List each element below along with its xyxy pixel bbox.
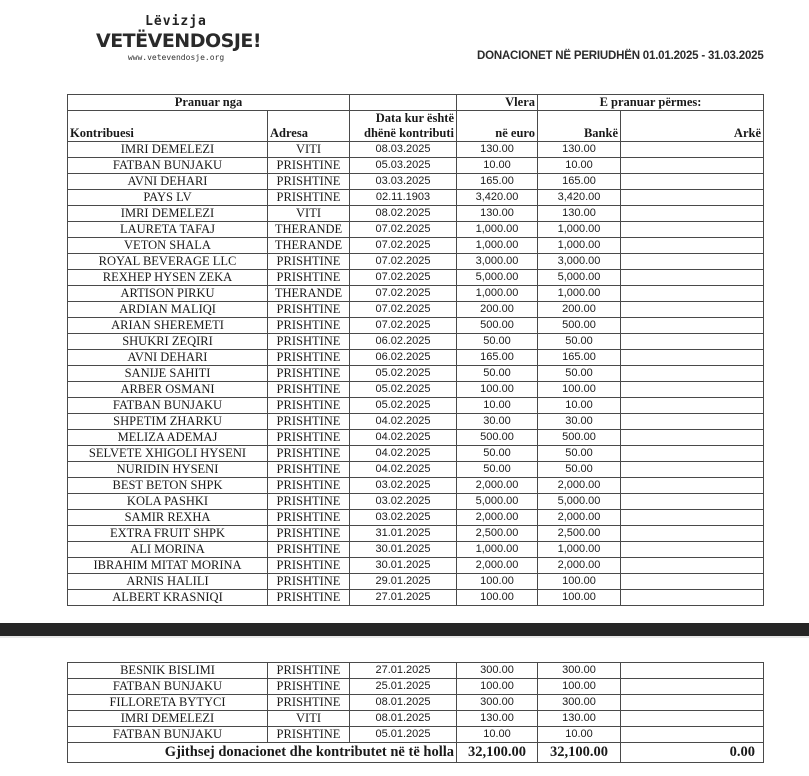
cell-amount: 165.00: [457, 350, 538, 366]
table-row: [68, 142, 764, 158]
table-row: [68, 446, 764, 462]
cell-bank: 3,420.00: [538, 190, 621, 206]
table-row: [68, 382, 764, 398]
cell-cash: [621, 663, 764, 679]
table-row: [68, 663, 764, 679]
column-header-amount: në euro: [457, 111, 538, 142]
cell-bank: 10.00: [538, 398, 621, 414]
cell-date: 07.02.2025: [350, 254, 457, 270]
cell-bank: 130.00: [538, 142, 621, 158]
cell-date: 03.02.2025: [350, 478, 457, 494]
cell-date: 08.02.2025: [350, 206, 457, 222]
cell-address: PRISHTINE: [268, 727, 350, 743]
cell-amount: 500.00: [457, 318, 538, 334]
cell-amount: 100.00: [457, 574, 538, 590]
cell-date: 05.03.2025: [350, 158, 457, 174]
cell-cash: [621, 590, 764, 606]
cell-contributor: VETON SHALA: [68, 238, 268, 254]
page-break-band: [0, 623, 809, 636]
table-row: [68, 238, 764, 254]
cell-date: 08.03.2025: [350, 142, 457, 158]
cell-contributor: NURIDIN HYSENI: [68, 462, 268, 478]
cell-amount: 1,000.00: [457, 286, 538, 302]
column-header-date: [350, 111, 457, 142]
cell-contributor: BEST BETON SHPK: [68, 478, 268, 494]
cell-cash: [621, 542, 764, 558]
cell-address: PRISHTINE: [268, 270, 350, 286]
cell-amount: 130.00: [457, 206, 538, 222]
column-header-address: Adresa: [268, 111, 350, 142]
cell-contributor: ALBERT KRASNIQI: [68, 590, 268, 606]
cell-address: PRISHTINE: [268, 334, 350, 350]
cell-address: PRISHTINE: [268, 526, 350, 542]
cell-contributor: BESNIK BISLIMI: [68, 663, 268, 679]
header-received-via: E pranuar përmes:: [538, 95, 764, 111]
table-row: [68, 679, 764, 695]
cell-amount: 3,000.00: [457, 254, 538, 270]
cell-date: 07.02.2025: [350, 222, 457, 238]
table-row: [68, 318, 764, 334]
cell-amount: 200.00: [457, 302, 538, 318]
cell-cash: [621, 695, 764, 711]
cell-cash: [621, 382, 764, 398]
cell-bank: 2,000.00: [538, 558, 621, 574]
group-header-row: [68, 95, 764, 111]
cell-contributor: IMRI DEMELEZI: [68, 711, 268, 727]
cell-bank: 130.00: [538, 711, 621, 727]
table-row: [68, 222, 764, 238]
cell-date: 08.01.2025: [350, 711, 457, 727]
cell-address: PRISHTINE: [268, 462, 350, 478]
cell-bank: 50.00: [538, 446, 621, 462]
cell-bank: 1,000.00: [538, 286, 621, 302]
cell-date: 04.02.2025: [350, 430, 457, 446]
cell-date: 27.01.2025: [350, 663, 457, 679]
table-row: [68, 174, 764, 190]
cell-cash: [621, 478, 764, 494]
cell-address: PRISHTINE: [268, 695, 350, 711]
table-row: [68, 206, 764, 222]
cell-contributor: SHUKRI ZEQIRI: [68, 334, 268, 350]
cell-bank: 2,000.00: [538, 510, 621, 526]
cell-date: 27.01.2025: [350, 590, 457, 606]
cell-cash: [621, 510, 764, 526]
cell-address: PRISHTINE: [268, 430, 350, 446]
table-row: [68, 350, 764, 366]
cell-date: 05.02.2025: [350, 366, 457, 382]
cell-cash: [621, 462, 764, 478]
table-row: [68, 510, 764, 526]
table-row: [68, 302, 764, 318]
cell-contributor: ARBER OSMANI: [68, 382, 268, 398]
cell-contributor: AVNI DEHARI: [68, 174, 268, 190]
table-row: [68, 270, 764, 286]
cell-address: PRISHTINE: [268, 510, 350, 526]
table-row: [68, 286, 764, 302]
cell-cash: [621, 350, 764, 366]
cell-address: VITI: [268, 206, 350, 222]
table-row: [68, 366, 764, 382]
cell-date: 07.02.2025: [350, 318, 457, 334]
cell-contributor: KOLA PASHKI: [68, 494, 268, 510]
cell-bank: 2,000.00: [538, 478, 621, 494]
header-empty: [350, 95, 457, 111]
column-header-cash: Arkë: [621, 111, 764, 142]
cell-cash: [621, 158, 764, 174]
cell-address: PRISHTINE: [268, 302, 350, 318]
cell-address: PRISHTINE: [268, 679, 350, 695]
cell-cash: [621, 286, 764, 302]
cell-cash: [621, 727, 764, 743]
cell-contributor: ARTISON PIRKU: [68, 286, 268, 302]
cell-date: 07.02.2025: [350, 302, 457, 318]
cell-address: PRISHTINE: [268, 350, 350, 366]
cell-cash: [621, 574, 764, 590]
cell-amount: 2,000.00: [457, 510, 538, 526]
cell-address: PRISHTINE: [268, 254, 350, 270]
cell-bank: 1,000.00: [538, 238, 621, 254]
cell-date: 25.01.2025: [350, 679, 457, 695]
table-row: [68, 254, 764, 270]
cell-bank: 500.00: [538, 430, 621, 446]
total-label: Gjithsej donacionet dhe kontributet në të holla: [68, 743, 457, 763]
header-value: Vlera: [457, 95, 538, 111]
cell-bank: 30.00: [538, 414, 621, 430]
cell-date: 03.02.2025: [350, 494, 457, 510]
cell-cash: [621, 711, 764, 727]
cell-address: PRISHTINE: [268, 542, 350, 558]
organization-logo: [96, 14, 262, 64]
table-row: [68, 462, 764, 478]
cell-bank: 5,000.00: [538, 270, 621, 286]
table-row: [68, 526, 764, 542]
cell-amount: 500.00: [457, 430, 538, 446]
cell-amount: 50.00: [457, 462, 538, 478]
cell-contributor: ALI MORINA: [68, 542, 268, 558]
cell-amount: 50.00: [457, 334, 538, 350]
cell-amount: 100.00: [457, 590, 538, 606]
cell-contributor: FILLORETA BYTYCI: [68, 695, 268, 711]
cell-cash: [621, 302, 764, 318]
cell-amount: 2,000.00: [457, 558, 538, 574]
cell-contributor: FATBAN BUNJAKU: [68, 679, 268, 695]
cell-address: PRISHTINE: [268, 574, 350, 590]
cell-bank: 165.00: [538, 174, 621, 190]
cell-cash: [621, 270, 764, 286]
cell-cash: [621, 430, 764, 446]
logo-line-1: Lëvizja: [145, 14, 207, 29]
cell-amount: 2,500.00: [457, 526, 538, 542]
cell-bank: 5,000.00: [538, 494, 621, 510]
cell-date: 02.11.1903: [350, 190, 457, 206]
cell-amount: 100.00: [457, 679, 538, 695]
header-received-from: Pranuar nga: [68, 95, 350, 111]
cell-amount: 5,000.00: [457, 494, 538, 510]
cell-contributor: PAYS LV: [68, 190, 268, 206]
cell-amount: 50.00: [457, 366, 538, 382]
cell-amount: 3,420.00: [457, 190, 538, 206]
cell-cash: [621, 206, 764, 222]
cell-amount: 130.00: [457, 142, 538, 158]
table-row: [68, 558, 764, 574]
cell-amount: 130.00: [457, 711, 538, 727]
cell-bank: 200.00: [538, 302, 621, 318]
cell-amount: 165.00: [457, 174, 538, 190]
cell-date: 05.02.2025: [350, 382, 457, 398]
cell-address: PRISHTINE: [268, 398, 350, 414]
cell-contributor: AVNI DEHARI: [68, 350, 268, 366]
table-row: [68, 334, 764, 350]
cell-date: 31.01.2025: [350, 526, 457, 542]
cell-amount: 10.00: [457, 727, 538, 743]
cell-date: 06.02.2025: [350, 350, 457, 366]
cell-date: 07.02.2025: [350, 286, 457, 302]
cell-contributor: LAURETA TAFAJ: [68, 222, 268, 238]
cell-contributor: SANIJE SAHITI: [68, 366, 268, 382]
cell-cash: [621, 398, 764, 414]
cell-amount: 2,000.00: [457, 478, 538, 494]
cell-address: PRISHTINE: [268, 190, 350, 206]
cell-amount: 1,000.00: [457, 542, 538, 558]
logo-website: www.vetevendosje.org: [127, 53, 225, 62]
cell-address: PRISHTINE: [268, 414, 350, 430]
cell-address: PRISHTINE: [268, 174, 350, 190]
cell-bank: 300.00: [538, 695, 621, 711]
cell-contributor: REXHEP HYSEN ZEKA: [68, 270, 268, 286]
cell-date: 03.02.2025: [350, 510, 457, 526]
cell-contributor: IMRI DEMELEZI: [68, 206, 268, 222]
cell-date: 07.02.2025: [350, 238, 457, 254]
column-header-date-line2: dhënë kontributi: [364, 126, 454, 140]
cell-bank: 50.00: [538, 366, 621, 382]
cell-address: PRISHTINE: [268, 366, 350, 382]
cell-amount: 300.00: [457, 663, 538, 679]
column-header-row: [68, 111, 764, 142]
donations-table-continued: [67, 662, 764, 763]
cell-cash: [621, 334, 764, 350]
total-bank: 32,100.00: [538, 743, 621, 763]
cell-bank: 130.00: [538, 206, 621, 222]
cell-bank: 100.00: [538, 382, 621, 398]
cell-contributor: FATBAN BUNJAKU: [68, 398, 268, 414]
cell-date: 03.03.2025: [350, 174, 457, 190]
cell-date: 04.02.2025: [350, 446, 457, 462]
cell-cash: [621, 679, 764, 695]
cell-amount: 50.00: [457, 446, 538, 462]
cell-address: VITI: [268, 142, 350, 158]
table-row: [68, 190, 764, 206]
column-header-date-line1: Data kur është: [375, 111, 454, 125]
cell-contributor: FATBAN BUNJAKU: [68, 158, 268, 174]
cell-bank: 10.00: [538, 158, 621, 174]
total-amount: 32,100.00: [457, 743, 538, 763]
table-row: [68, 695, 764, 711]
cell-cash: [621, 366, 764, 382]
cell-address: PRISHTINE: [268, 478, 350, 494]
cell-contributor: IBRAHIM MITAT MORINA: [68, 558, 268, 574]
cell-bank: 10.00: [538, 727, 621, 743]
cell-amount: 1,000.00: [457, 222, 538, 238]
cell-amount: 300.00: [457, 695, 538, 711]
cell-bank: 3,000.00: [538, 254, 621, 270]
cell-address: PRISHTINE: [268, 663, 350, 679]
cell-bank: 50.00: [538, 462, 621, 478]
cell-cash: [621, 254, 764, 270]
cell-contributor: SHPETIM ZHARKU: [68, 414, 268, 430]
column-header-bank: Bankë: [538, 111, 621, 142]
cell-contributor: FATBAN BUNJAKU: [68, 727, 268, 743]
cell-bank: 165.00: [538, 350, 621, 366]
cell-contributor: ARIAN SHEREMETI: [68, 318, 268, 334]
cell-amount: 30.00: [457, 414, 538, 430]
cell-date: 07.02.2025: [350, 270, 457, 286]
cell-cash: [621, 414, 764, 430]
cell-address: VITI: [268, 711, 350, 727]
cell-bank: 100.00: [538, 574, 621, 590]
cell-address: THERANDE: [268, 238, 350, 254]
cell-contributor: MELIZA ADEMAJ: [68, 430, 268, 446]
report-title: DONACIONET NË PERIUDHËN 01.01.2025 - 31.03.2025: [477, 50, 764, 62]
table-row: [68, 414, 764, 430]
cell-cash: [621, 494, 764, 510]
cell-bank: 50.00: [538, 334, 621, 350]
cell-contributor: ROYAL BEVERAGE LLC: [68, 254, 268, 270]
cell-date: 06.02.2025: [350, 334, 457, 350]
cell-bank: 500.00: [538, 318, 621, 334]
column-header-contributor: Kontribuesi: [68, 111, 268, 142]
cell-cash: [621, 142, 764, 158]
table-row: [68, 711, 764, 727]
cell-amount: 10.00: [457, 158, 538, 174]
logo-wordmark: VETËVENDOSJE!: [96, 30, 262, 52]
cell-date: 30.01.2025: [350, 542, 457, 558]
cell-cash: [621, 222, 764, 238]
table-row: [68, 727, 764, 743]
cell-contributor: ARNIS HALILI: [68, 574, 268, 590]
cell-bank: 1,000.00: [538, 222, 621, 238]
cell-address: PRISHTINE: [268, 590, 350, 606]
cell-cash: [621, 558, 764, 574]
cell-date: 04.02.2025: [350, 414, 457, 430]
cell-bank: 1,000.00: [538, 542, 621, 558]
cell-address: THERANDE: [268, 286, 350, 302]
total-row: [68, 743, 764, 763]
table-row: [68, 398, 764, 414]
table-row: [68, 478, 764, 494]
cell-contributor: SELVETE XHIGOLI HYSENI: [68, 446, 268, 462]
cell-cash: [621, 318, 764, 334]
table-row: [68, 590, 764, 606]
cell-contributor: IMRI DEMELEZI: [68, 142, 268, 158]
table-row: [68, 542, 764, 558]
cell-bank: 100.00: [538, 590, 621, 606]
table-row: [68, 158, 764, 174]
page-break-shadow: [0, 636, 809, 638]
cell-address: THERANDE: [268, 222, 350, 238]
table-row: [68, 494, 764, 510]
cell-bank: 100.00: [538, 679, 621, 695]
cell-date: 05.02.2025: [350, 398, 457, 414]
cell-cash: [621, 526, 764, 542]
cell-address: PRISHTINE: [268, 318, 350, 334]
cell-date: 29.01.2025: [350, 574, 457, 590]
cell-amount: 1,000.00: [457, 238, 538, 254]
cell-cash: [621, 174, 764, 190]
total-cash: 0.00: [621, 743, 764, 763]
cell-contributor: EXTRA FRUIT SHPK: [68, 526, 268, 542]
cell-address: PRISHTINE: [268, 158, 350, 174]
table-row: [68, 574, 764, 590]
cell-date: 08.01.2025: [350, 695, 457, 711]
cell-contributor: ARDIAN MALIQI: [68, 302, 268, 318]
cell-date: 04.02.2025: [350, 462, 457, 478]
cell-amount: 100.00: [457, 382, 538, 398]
cell-date: 05.01.2025: [350, 727, 457, 743]
cell-cash: [621, 190, 764, 206]
cell-amount: 5,000.00: [457, 270, 538, 286]
cell-cash: [621, 446, 764, 462]
cell-address: PRISHTINE: [268, 382, 350, 398]
donations-table: [67, 94, 764, 606]
cell-bank: 2,500.00: [538, 526, 621, 542]
cell-cash: [621, 238, 764, 254]
cell-date: 30.01.2025: [350, 558, 457, 574]
table-row: [68, 430, 764, 446]
cell-address: PRISHTINE: [268, 494, 350, 510]
cell-amount: 10.00: [457, 398, 538, 414]
cell-contributor: SAMIR REXHA: [68, 510, 268, 526]
cell-bank: 300.00: [538, 663, 621, 679]
cell-address: PRISHTINE: [268, 558, 350, 574]
cell-address: PRISHTINE: [268, 446, 350, 462]
